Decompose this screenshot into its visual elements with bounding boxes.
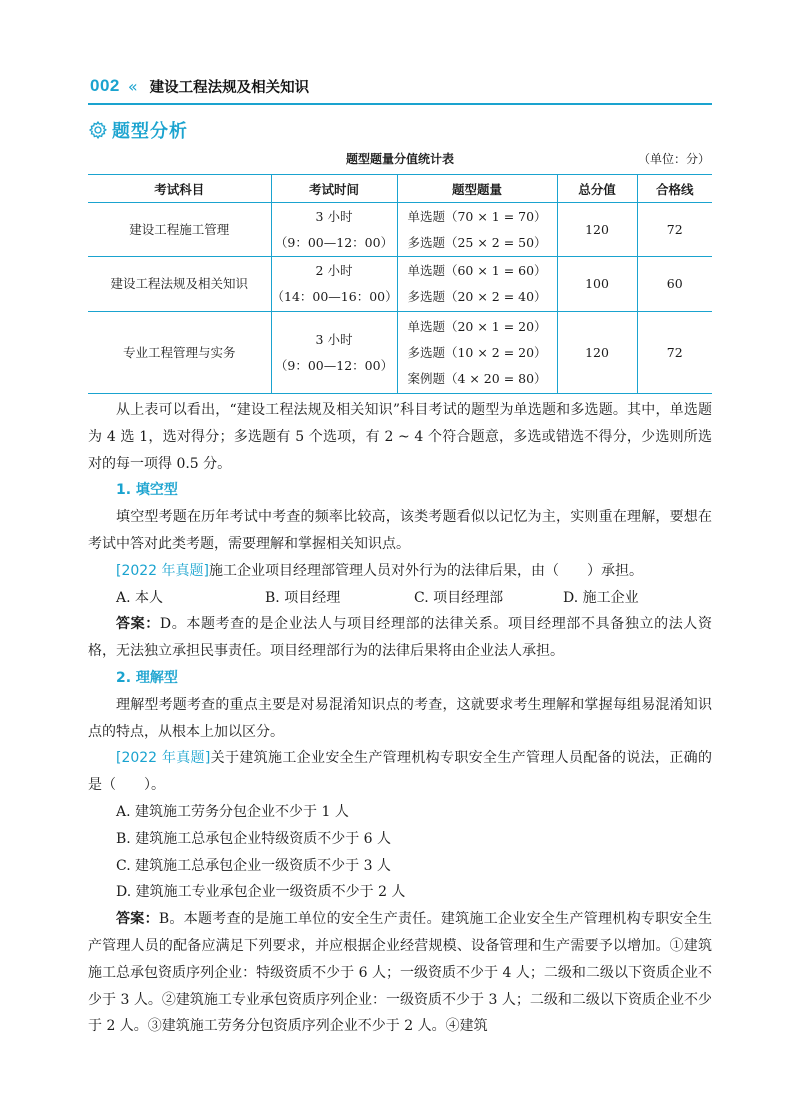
answer-2 <box>88 906 712 1040</box>
page-number: 002 <box>90 76 120 95</box>
type-multi: 多选题（25 × 2 = 50） <box>407 234 547 250</box>
cell-total: 120 <box>557 312 637 394</box>
option-c: C. 项目经理部 <box>414 589 504 606</box>
option-a: A. 本人 <box>116 589 164 606</box>
time-range: （9：00—12：00） <box>274 357 394 373</box>
time-hours: 2 小时 <box>315 263 353 278</box>
type-multi: 多选题（10 × 2 = 20） <box>407 344 547 360</box>
answer-label: 答案： <box>116 911 159 928</box>
header-types: 题型题量 <box>397 175 557 203</box>
header-subject: 考试科目 <box>88 175 271 203</box>
answer-1 <box>88 611 712 665</box>
stats-table <box>88 174 712 394</box>
time-hours: 3 小时 <box>315 331 353 347</box>
gear-icon <box>88 120 108 140</box>
option-c: C. 建筑施工总承包企业一级资质不少于 3 人 <box>116 857 391 874</box>
option-d: D. 建筑施工专业承包企业一级资质不少于 2 人 <box>116 884 406 901</box>
question-1-options <box>88 585 712 612</box>
comprehension-description: 理解型考题考查的重点主要是对易混淆知识点的考查，这就要求考生理解和掌握每组易混淆知识点的特点，从根本上加以区分。 <box>88 696 712 740</box>
header-rule <box>88 103 712 105</box>
question-tag: [2022 年真题] <box>116 750 211 767</box>
book-title: 建设工程法规及相关知识 <box>149 79 310 96</box>
option-b: B. 项目经理 <box>265 589 341 606</box>
header-total: 总分值 <box>557 175 637 203</box>
header-pass: 合格线 <box>637 175 712 203</box>
question-text: 施工企业项目经理部管理人员对外行为的法律后果，由（ ）承担。 <box>209 562 644 579</box>
cell-subject: 专业工程管理与实务 <box>88 312 271 394</box>
body-text <box>88 397 712 1040</box>
running-header <box>90 74 309 98</box>
cell-total: 120 <box>557 203 637 257</box>
question-text: 关于建筑施工企业安全生产管理机构专职安全生产管理人员配备的说法，正确的是（ ）。 <box>88 750 712 794</box>
question-1 <box>88 558 712 585</box>
cell-time <box>271 312 397 394</box>
cell-types <box>397 312 557 394</box>
chevron-icon: « <box>127 76 138 96</box>
option-b: B. 建筑施工总承包企业特级资质不少于 6 人 <box>116 830 391 847</box>
cell-types <box>397 203 557 257</box>
table-row <box>88 257 712 312</box>
cell-subject: 建设工程施工管理 <box>88 203 271 257</box>
option-a: A. 建筑施工劳务分包企业不少于 1 人 <box>116 803 349 820</box>
table-title: 题型题量分值统计表 <box>345 152 454 166</box>
type-single: 单选题（70 × 1 = 70） <box>407 208 547 224</box>
table-unit: （单位：分） <box>637 152 710 166</box>
cell-types <box>397 257 557 312</box>
subheading-comprehension: 2. 理解型 <box>116 669 178 686</box>
cell-subject: 建设工程法规及相关知识 <box>88 257 271 312</box>
answer-text: D。本题考查的是企业法人与项目经理部的法律关系。项目经理部不具备独立的法人资格，无法独立承担民事责任。项目经理部行为的法律后果将由企业法人承担。 <box>88 616 712 660</box>
option-d: D. 施工企业 <box>563 589 639 606</box>
section-title: 题型分析 <box>112 121 188 142</box>
header-time: 考试时间 <box>271 175 397 203</box>
table-header-row <box>88 175 712 203</box>
cell-pass: 72 <box>637 203 712 257</box>
type-multi: 多选题（20 × 2 = 40） <box>407 289 547 304</box>
cell-pass: 60 <box>637 257 712 312</box>
table-row <box>88 312 712 394</box>
answer-label: 答案： <box>116 616 160 633</box>
question-2 <box>88 745 712 799</box>
type-single: 单选题（60 × 1 = 60） <box>407 263 547 278</box>
table-row <box>88 203 712 257</box>
section-heading <box>88 117 188 143</box>
question-tag: [2022 年真题] <box>116 562 210 579</box>
fill-in-description: 填空型考题在历年考试中考查的频率比较高，该类考题看似以记忆为主，实则重在理解，要想在考试中答对此类考题，需要理解和掌握相关知识点。 <box>88 509 712 552</box>
subheading-fill-in: 1. 填空型 <box>116 482 178 499</box>
cell-total: 100 <box>557 257 637 312</box>
time-range: （9：00—12：00） <box>274 234 394 250</box>
table-caption <box>88 150 712 168</box>
cell-pass: 72 <box>637 312 712 394</box>
type-single: 单选题（20 × 1 = 20） <box>407 318 547 334</box>
cell-time <box>271 203 397 257</box>
cell-time <box>271 257 397 312</box>
intro-paragraph: 从上表可以看出，“建设工程法规及相关知识”科目考试的题型为单选题和多选题。其中，单选题为 4 选 1，选对得分；多选题有 5 个选项，有 2 ~ 4 个符合题意，多选或错选不得分，少选则所选对的每一项得 0.5 分。 <box>88 402 712 472</box>
time-range: （14：00—16：00） <box>271 289 398 304</box>
type-case: 案例题（4 × 20 = 80） <box>407 370 547 386</box>
time-hours: 3 小时 <box>315 208 353 224</box>
answer-text: B。本题考查的是施工单位的安全生产责任。建筑施工企业安全生产管理机构专职安全生产管理人员的配备应满足下列要求，并应根据企业经营规模、设备管理和生产需要予以增加。①建筑施工总承包资质序列企业：特级资质不少于 6 人；一级资质不少于 4 人；二级和二级以下资质企业不少于 3 人。②建筑施工专业承包资质序列企业：一级资质不少于 3 人；二级和二级以下资质企业不少于 2 人。③建筑施工劳务分包资质序列企业不少于 2 人。④建筑 <box>88 911 712 1035</box>
